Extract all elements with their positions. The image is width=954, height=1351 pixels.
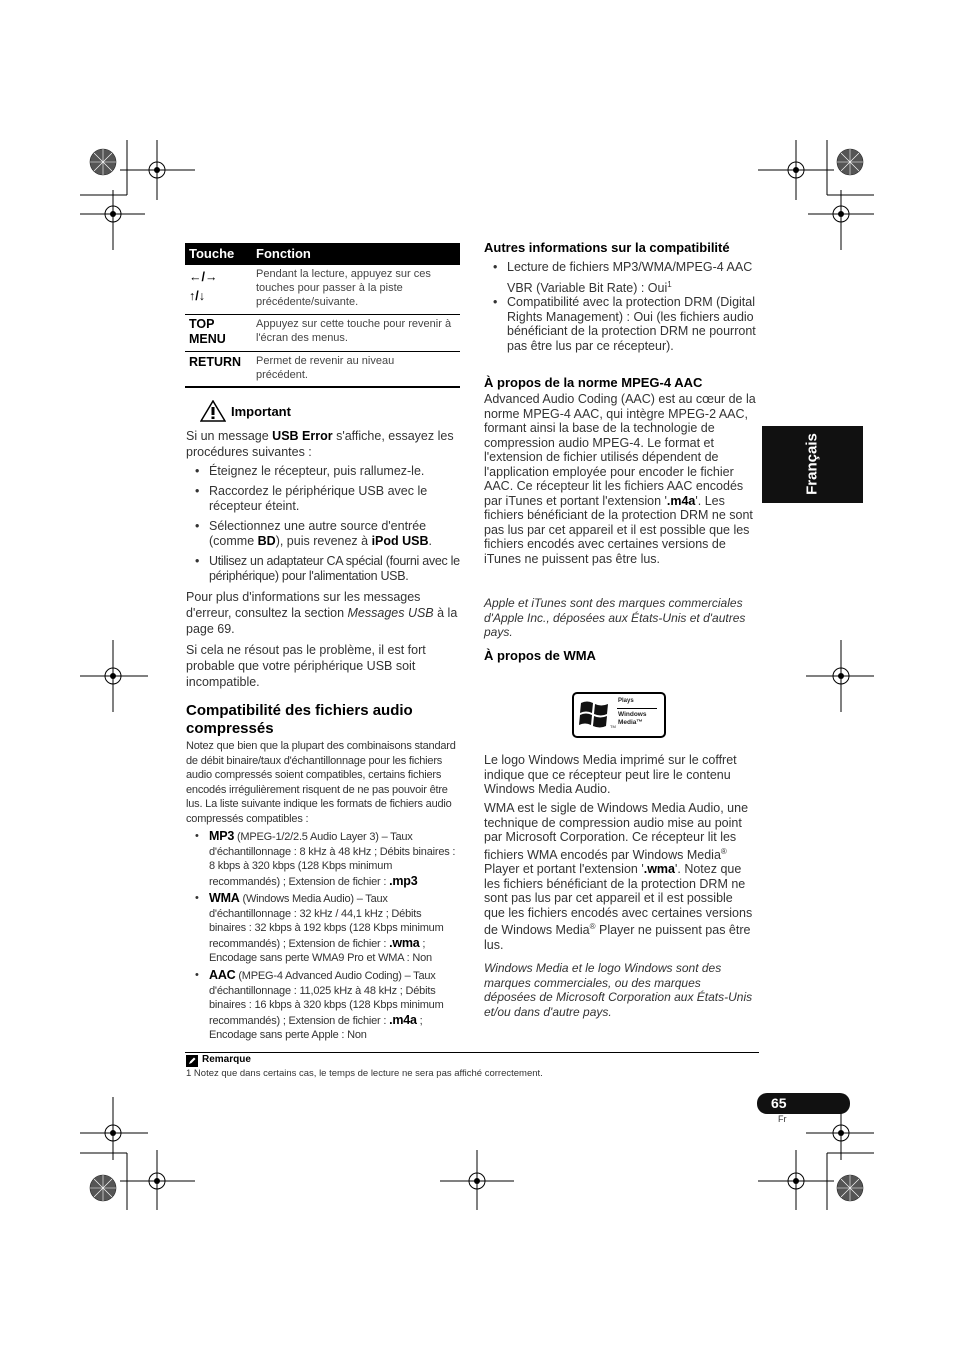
language-code: Fr (778, 1114, 787, 1124)
page-number-badge (757, 1093, 850, 1114)
other-info-title: Autres informations sur la compatibilité (484, 240, 730, 255)
windows-media-logo: TM Plays Windows Media™ (572, 692, 666, 738)
windows-flag-icon (577, 697, 613, 731)
remarque-title: Remarque (202, 1054, 251, 1065)
footnote: 1 Notez que dans certains cas, le temps de lecture ne sera pas affiché correctement. (186, 1068, 543, 1079)
list-item-mp3: • MP3 (MPEG-1/2/2.5 Audio Layer 3) – Taux d'échantillonnage : 8 kHz à 48 kHz ; Débits binaires : 8 kbps à 320 kbps (128 Kbps minimum recommandés) ; Extension de fichier : .mp3 (209, 829, 461, 889)
wma-paragraph-definition: WMA est le sigle de Windows Media Audio, une technique de compression audio mise au point par Microsoft Corporation. Ce récepteur lit les fichiers WMA encodés par Windows Media® Player et portant l'extension '.wma'. Notez que les fichiers bénéficiant de la protection DRM ne sont pas lus par cet appareil et il est possible que les fichiers encodés avec certaines versions de Windows Media® Player ne puissent pas être lus. (484, 801, 753, 952)
important-para-messages: Pour plus d'informations sur les messages d'erreur, consultez la section Messages USB à la page 69. (186, 590, 458, 636)
list-item: • Sélectionnez une autre source d'entrée (comme BD), puis revenez à iPod USB. (209, 519, 461, 549)
apple-trademark-note: Apple et iTunes sont des marques commerciales d'Apple Inc., déposées aux États-Unis et d'autres pays. (484, 596, 746, 639)
list-item: • Éteignez le récepteur, puis rallumez-le. (209, 464, 461, 479)
warning-icon (200, 400, 226, 422)
table-desc-return: Permet de revenir au niveau précédent. (256, 355, 395, 381)
language-tab-label: Français (803, 433, 821, 495)
important-title: Important (231, 404, 291, 419)
table-bottom-rule (185, 386, 460, 388)
note-pencil-icon (186, 1055, 198, 1067)
table-key-return: RETURN (189, 355, 242, 369)
table-divider (185, 314, 460, 315)
table-divider (185, 351, 460, 352)
language-tab (762, 426, 863, 503)
important-intro: Si un message USB Error s'affiche, essayez les procédures suivantes : (186, 429, 454, 459)
compat-intro: Notez que bien que la plupart des combinaisons standard de débit binaire/taux d'échantillonnage pour les fichiers audio compressés soient compatibles, certains fichiers encodés irrégulièrement risquent de ne pas pouvoir être lus. La liste suivante indique les formats de fichiers audio compressés compatibles : (186, 740, 456, 825)
mpeg4-title: À propos de la norme MPEG-4 AAC (484, 375, 703, 390)
list-item: • Lecture de fichiers MP3/WMA/MPEG-4 AAC VBR (Variable Bit Rate) : Oui$^1$ (507, 259, 757, 297)
mpeg4-paragraph: Advanced Audio Coding (AAC) est au cœur de la norme MPEG-4 AAC, qui intègre MPEG-2 AAC, formant ainsi la base de la technologie de compression audio MPEG-4. Le format et l'extension de fichier utilisés dépendent de l'application employée pour encoder le fichier AAC. Ce récepteur lit les fichiers AAC encodés par iTunes et portant l'extension '.m4a'. Les fichiers bénéficiant de la protection DRM ne sont pas lus par cet appareil et il est possible que les fichiers encodés avec certaines versions de iTunes ne puissent pas être lus. (484, 392, 756, 566)
wma-paragraph-logo: Le logo Windows Media imprimé sur le coffret indique que ce récepteur peut lire le contenu Windows Media Audio. (484, 753, 737, 796)
table-key-arrows: ←/→ ↑/↓ (189, 270, 218, 303)
list-item-aac: • AAC (MPEG-4 Advanced Audio Coding) – Taux d'échantillonnage : 11,025 kHz à 48 kHz ; Débits binaires : 16 kbps à 320 kbps (128 Kbps minimum recommandés) ; Extension de fichier : .m4a ; Encodage sans perte Apple : Non (209, 968, 461, 1043)
important-para-incompatible: Si cela ne résout pas le problème, il est fort probable que votre périphérique USB soit incompatible. (186, 643, 426, 689)
table-header-function: Fonction (256, 246, 311, 261)
footer-rule (185, 1052, 759, 1053)
compat-title: Compatibilité des fichiers audio compressés (186, 702, 413, 737)
table-desc-arrows: Pendant la lecture, appuyez sur ces touches pour passer à la piste précédente/suivante. (256, 268, 431, 308)
list-item: • Utilisez un adaptateur CA spécial (fourni avec le périphérique) pour l'alimentation USB. (209, 554, 461, 584)
table-desc-top-menu: Appuyez sur cette touche pour revenir à l'écran des menus. (256, 318, 452, 344)
table-header (185, 243, 460, 265)
list-item-wma: • WMA (Windows Media Audio) – Taux d'échantillonnage : 32 kHz / 44,1 kHz ; Débits binaires : 32 kbps à 192 kbps (128 Kbps minimum recommandés) ; Extension de fichier : .wma ; Encodage sans perte WMA9 Pro et WMA : Non (209, 891, 461, 966)
list-item: • Compatibilité avec la protection DRM (Digital Rights Management) : Oui (les fichiers audio bénéficiant de la protection DRM ne pourront pas être lus par ce récepteur). (507, 295, 757, 353)
table-header-key: Touche (189, 246, 235, 261)
table-key-top-menu: TOP MENU (189, 317, 226, 346)
wma-title: À propos de WMA (484, 648, 596, 663)
page-number: 65 (771, 1095, 787, 1111)
list-item: • Raccordez le périphérique USB avec le récepteur éteint. (209, 484, 461, 514)
microsoft-trademark-note: Windows Media et le logo Windows sont des marques commerciales, ou des marques déposées de Microsoft Corporation aux États-Unis et/ou dans d'autre pays. (484, 961, 753, 1019)
